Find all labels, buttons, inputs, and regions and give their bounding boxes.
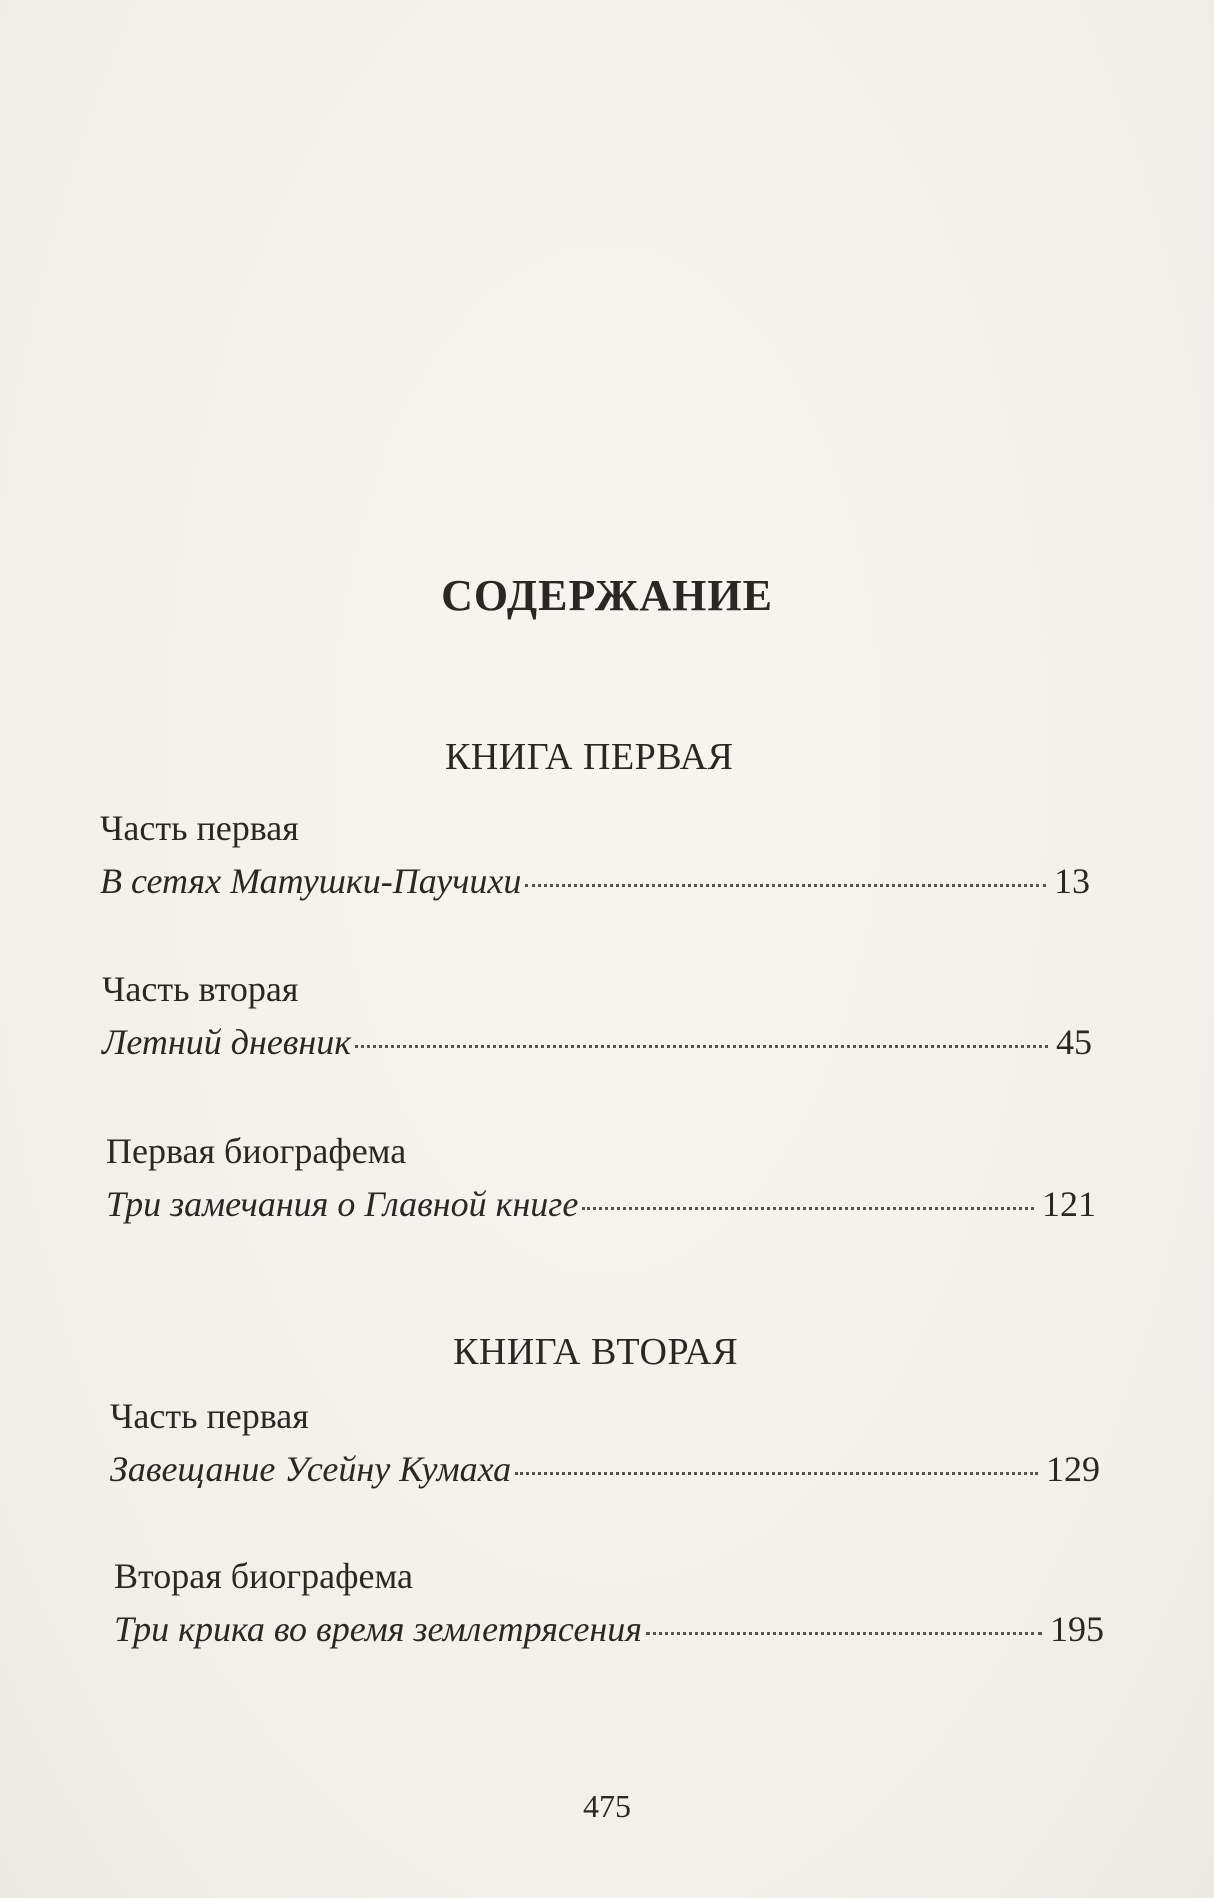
dot-leader <box>515 1472 1038 1475</box>
book-two-heading: КНИГА ВТОРАЯ <box>453 1331 739 1373</box>
page-ref: 13 <box>1054 861 1090 901</box>
section-title: Летний дневник <box>102 1022 352 1062</box>
part-label: Первая биографема <box>106 1131 407 1171</box>
page-ref: 129 <box>1046 1449 1100 1489</box>
dot-leader <box>355 1045 1048 1048</box>
toc-line <box>100 859 1090 903</box>
toc-entry <box>106 1130 1096 1226</box>
part-label: Часть вторая <box>102 969 299 1009</box>
contents-title: СОДЕРЖАНИЕ <box>441 571 773 620</box>
toc-line <box>102 1020 1092 1064</box>
dot-leader <box>646 1632 1042 1635</box>
toc-line <box>106 1182 1096 1226</box>
part-label: Часть первая <box>110 1396 309 1436</box>
section-title: В сетях Матушки-Паучихи <box>100 861 522 901</box>
toc-entry <box>100 807 1090 903</box>
page-ref: 195 <box>1050 1609 1104 1649</box>
toc-line <box>110 1447 1100 1491</box>
toc-entry <box>114 1555 1104 1651</box>
section-title: Три замечания о Главной книге <box>106 1184 579 1224</box>
page-ref: 45 <box>1056 1022 1092 1062</box>
toc-line <box>114 1607 1104 1651</box>
book-one-heading: КНИГА ПЕРВАЯ <box>445 736 734 778</box>
page-ref: 121 <box>1042 1184 1096 1224</box>
toc-entry <box>110 1395 1100 1491</box>
section-title: Три крика во время землетрясения <box>114 1609 643 1649</box>
dot-leader <box>582 1207 1034 1210</box>
page-number: 475 <box>583 1788 631 1824</box>
part-label: Часть первая <box>100 808 299 848</box>
toc-entry <box>102 968 1092 1064</box>
part-label: Вторая биографема <box>114 1556 413 1596</box>
dot-leader <box>525 884 1046 887</box>
section-title: Завещание Усейну Кумаха <box>110 1449 512 1489</box>
